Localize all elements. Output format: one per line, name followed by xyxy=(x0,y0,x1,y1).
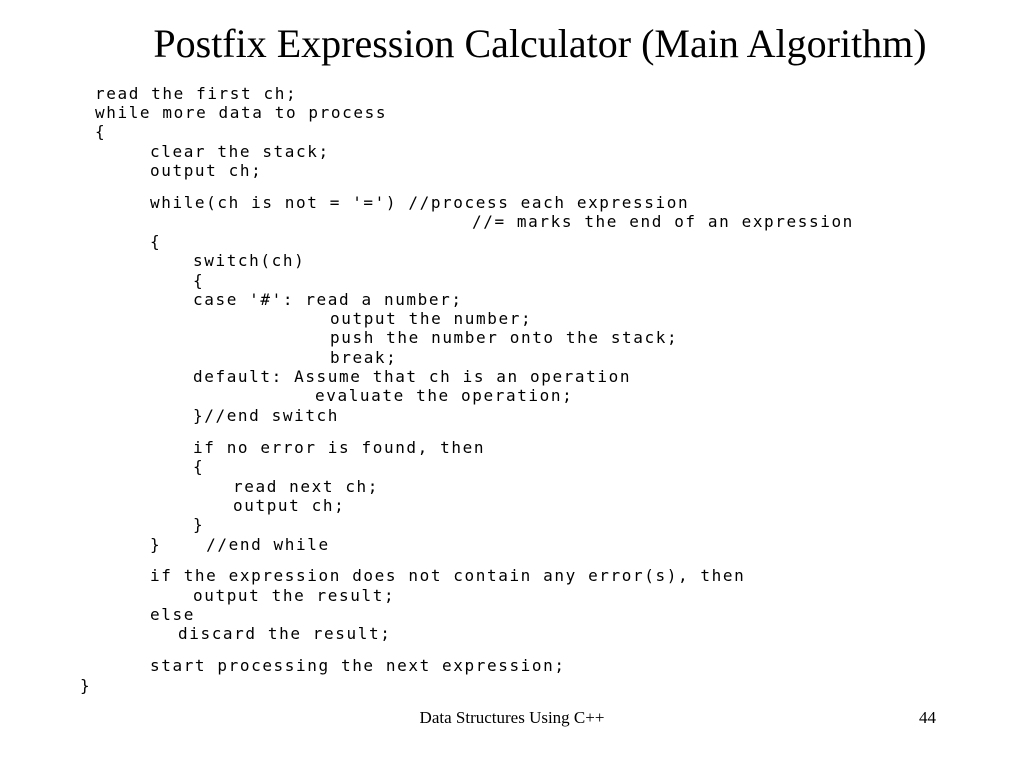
code-line: start processing the next expression; xyxy=(150,656,566,675)
code-line: if no error is found, then xyxy=(193,438,486,457)
code-line: { xyxy=(150,232,162,251)
slide-title: Postfix Expression Calculator (Main Algorithm) xyxy=(153,21,927,66)
code-line: clear the stack; xyxy=(150,142,330,161)
footer-text: Data Structures Using C++ xyxy=(419,708,605,727)
code-line: push the number onto the stack; xyxy=(330,328,679,347)
code-line: output the result; xyxy=(193,586,396,605)
code-line: } xyxy=(193,515,205,534)
code-line: { xyxy=(95,122,107,141)
code-line: //= marks the end of an expression xyxy=(472,212,854,231)
code-line: default: Assume that ch is an operation xyxy=(193,367,632,386)
code-line: output ch; xyxy=(150,161,263,180)
code-line: evaluate the operation; xyxy=(315,386,574,405)
code-line: } xyxy=(80,676,92,695)
code-line: case '#': read a number; xyxy=(193,290,463,309)
code-line: if the expression does not contain any error(s), then xyxy=(150,566,746,585)
code-line: output the number; xyxy=(330,309,533,328)
code-line: { xyxy=(193,457,205,476)
code-line: read the first ch; xyxy=(95,84,298,103)
code-line: break; xyxy=(330,348,398,367)
page-number: 44 xyxy=(919,708,936,727)
code-line: discard the result; xyxy=(178,624,392,643)
code-line: }//end switch xyxy=(193,406,340,425)
code-line: else xyxy=(150,605,195,624)
code-line: while(ch is not = '=') //process each expression xyxy=(150,193,690,212)
code-line: while more data to process xyxy=(95,103,388,122)
code-line: read next ch; xyxy=(233,477,380,496)
code-line: output ch; xyxy=(233,496,346,515)
code-line: { xyxy=(193,271,205,290)
code-line: switch(ch) xyxy=(193,251,306,270)
code-line: } //end while xyxy=(150,535,330,554)
